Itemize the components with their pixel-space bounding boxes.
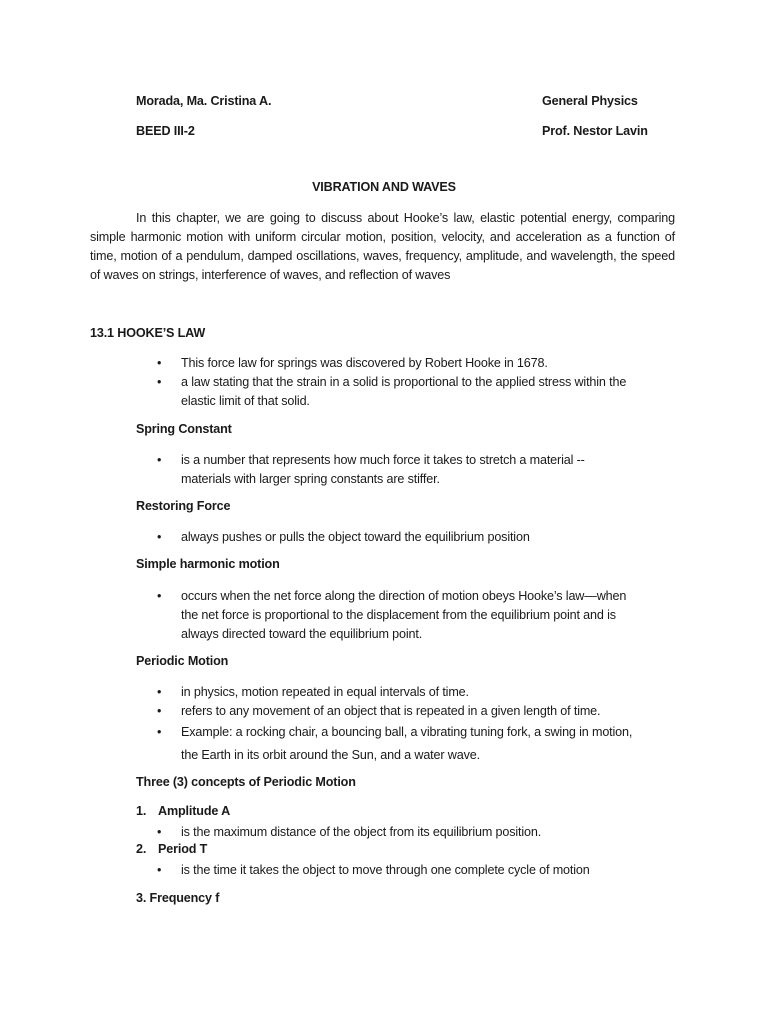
intro-text: In this chapter, we are going to discuss about Hooke’s law, elastic potential energy, comparing simple harmonic motion with uniform circular motion, position, velocity, and acceleration as a function of time, motion of a pendulum, damped oscillations, waves, frequency, amplitude, and wavelength, the speed of waves on strings, interference of waves, and reflection of waves (90, 211, 675, 282)
bullet-icon: • (157, 356, 162, 370)
bullet-text: always pushes or pulls the object toward the equilibrium position (181, 530, 530, 544)
bullet-icon: • (157, 825, 162, 839)
bullet-icon: • (157, 375, 162, 389)
periodic-motion-heading: Periodic Motion (136, 654, 229, 668)
course-name: General Physics (542, 94, 638, 108)
bullet-text: in physics, motion repeated in equal intervals of time. (181, 685, 469, 699)
bullet-icon: • (157, 453, 162, 467)
list-item (136, 702, 636, 721)
concept-frequency: 3. Frequency f (136, 891, 220, 905)
list-item (136, 823, 636, 842)
bullet-text: is the time it takes the object to move through one complete cycle of motion (181, 863, 590, 877)
bullet-text: a law stating that the strain in a solid is proportional to the applied stress within the elastic limit of that solid. (181, 375, 627, 408)
list-item (136, 861, 636, 880)
concepts-heading: Three (3) concepts of Periodic Motion (136, 775, 356, 789)
spring-constant-heading: Spring Constant (136, 422, 232, 436)
shm-heading: Simple harmonic motion (136, 557, 280, 571)
intro-paragraph (90, 209, 675, 285)
bullet-icon: • (157, 589, 162, 603)
list-item (136, 721, 636, 767)
bullet-text: is a number that represents how much force it takes to stretch a material -- materials with larger spring constants are stiffer. (181, 453, 585, 486)
concept-amplitude-list (136, 823, 636, 842)
bullet-icon: • (157, 530, 162, 544)
hooke-bullet-list (136, 354, 636, 411)
shm-list (136, 587, 636, 644)
bullet-icon: • (157, 863, 162, 877)
bullet-icon: • (157, 685, 162, 699)
bullet-text: This force law for springs was discovered by Robert Hooke in 1678. (181, 356, 548, 370)
list-item (136, 373, 636, 411)
bullet-text: occurs when the net force along the direction of motion obeys Hooke’s law—when the net force is proportional to the displacement from the equilibrium point and is always directed toward the equilibrium point. (181, 589, 627, 641)
document-title: VIBRATION AND WAVES (312, 180, 456, 194)
professor-name: Prof. Nestor Lavin (542, 124, 648, 138)
concept-label: Amplitude A (158, 804, 231, 818)
bullet-icon: • (157, 725, 162, 739)
list-item (136, 683, 636, 702)
list-item (136, 587, 636, 644)
student-name: Morada, Ma. Cristina A. (136, 94, 272, 108)
bullet-icon: • (157, 704, 162, 718)
bullet-text: Example: a rocking chair, a bouncing ball, a vibrating tuning fork, a swing in motion, the Earth in its orbit around the Sun, and a water wave. (181, 725, 633, 762)
restoring-force-heading: Restoring Force (136, 499, 231, 513)
list-item (136, 528, 636, 547)
restoring-force-list (136, 528, 636, 547)
section-heading: 13.1 HOOKE’S LAW (90, 326, 206, 340)
list-item (136, 451, 636, 489)
concept-label: Period T (158, 842, 208, 856)
concept-number: 2. (136, 842, 147, 856)
concept-number: 1. (136, 804, 147, 818)
section-name: BEED III-2 (136, 124, 195, 138)
bullet-text: is the maximum distance of the object from its equilibrium position. (181, 825, 542, 839)
periodic-motion-list (136, 683, 636, 767)
list-item (136, 354, 636, 373)
bullet-text: refers to any movement of an object that is repeated in a given length of time. (181, 704, 601, 718)
concept-period-list (136, 861, 636, 880)
spring-constant-list (136, 451, 636, 489)
